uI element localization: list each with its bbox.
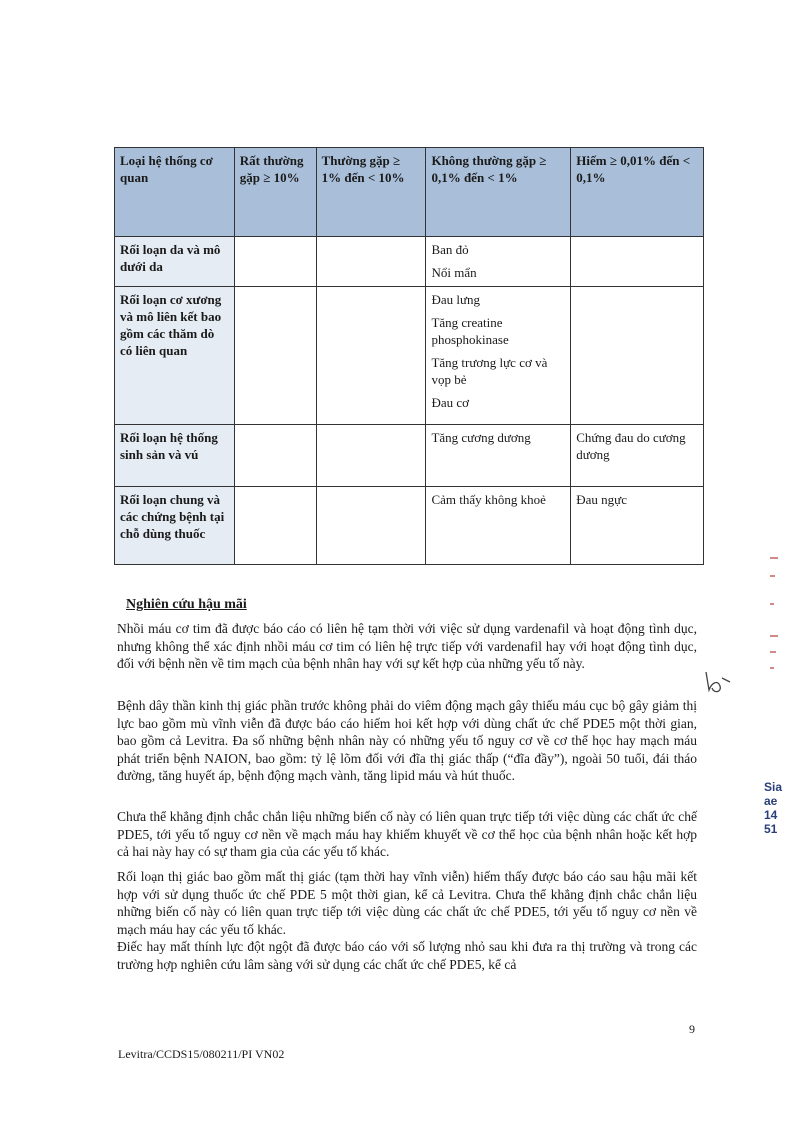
very-common-cell [234,237,316,287]
reaction-item: Đau cơ [431,395,470,410]
reaction-item: Cảm thấy không khoẻ [431,492,546,507]
organ-class-cell: Rối loạn hệ thống sinh sản và vú [115,425,235,487]
section-title: Nghiên cứu hậu mãi [126,597,247,612]
common-cell [316,425,426,487]
rare-cell [571,237,704,287]
rare-cell [571,287,704,425]
handwritten-mark-icon [700,668,734,698]
common-cell [316,487,426,565]
document-code: Levitra/CCDS15/080211/PI VN02 [118,1047,285,1061]
table-row [115,425,704,487]
organ-class-cell: Rối loạn chung và các chứng bệnh tại chỗ dùng thuốc [115,487,235,565]
header-uncommon: Không thường gặp ≥ 0,1% đến < 1% [426,148,571,237]
paragraph: Điếc hay mất thính lực đột ngột đã được báo cáo với số lượng nhỏ sau khi đưa ra thị trường và trong các trường hợp nghiên cứu lâm sàng với sử dụng các chất ức chế PDE5, kể cả [117,939,697,972]
table-header-row [115,148,704,237]
organ-class-cell: Rối loạn cơ xương và mô liên kết bao gồm các thăm dò có liên quan [115,287,235,425]
uncommon-cell [426,237,571,287]
organ-class-cell: Rối loạn da và mô dưới da [115,237,235,287]
uncommon-cell [426,425,571,487]
reaction-item: Tăng cương dương [431,430,531,445]
very-common-cell [234,487,316,565]
rare-cell: Chứng đau do cương dương [571,425,704,487]
paragraph: Chưa thể khẳng định chắc chắn liệu những biến cố này có liên quan trực tiếp tới việc dùng các chất ức chế PDE5, tới yếu tố nguy cơ nền về mạch máu hay khiếm khuyết về cơ thể học của bệnh nhân hoặc kết hợp cả hai này hay có sự tham gia của các yếu tố khác. [117,809,697,859]
uncommon-cell [426,487,571,565]
reaction-item: Nổi mẩn [431,265,477,280]
margin-stamp: Sia ae 14 51 [764,780,783,836]
table-row [115,237,704,287]
common-cell [316,237,426,287]
header-rare: Hiếm ≥ 0,01% đến < 0,1% [571,148,704,237]
header-common: Thường gặp ≥ 1% đến < 10% [316,148,426,237]
table-row [115,487,704,565]
reaction-item: Tăng creatine phosphokinase [431,315,509,347]
paragraph: Nhồi máu cơ tim đã được báo cáo có liên hệ tạm thời với việc sử dụng vardenafil và hoạt động tình dục, nhưng không thể xác định nhồi máu cơ tim có liên hệ trực tiếp với vardenafil hay với hoạt động tình dục, đối với bệnh nền về tim mạch của bệnh nhân hay với sự kết hợp của những yếu tố này. [117,621,697,671]
very-common-cell [234,425,316,487]
paragraph: Bệnh dây thần kinh thị giác phần trước không phải do viêm động mạch gây thiếu máu cục bộ gây giảm thị lực bao gồm mù vĩnh viễn đã được báo cáo hiếm hoi kết hợp với dùng chất ức chế PDE5 một thời gian, bao gồm cả Levitra. Đa số những bệnh nhân này có những yếu tố nguy cơ về cơ thể học hay mạch máu phát triển bệnh NAION, bao gồm: tỷ lệ lõm đối với đĩa thị giác thấp (“đĩa đầy”), ngoài 50 tuổi, đái tháo đường, tăng huyết áp, bệnh động mạch vành, tăng lipid máu và hút thuốc. [117,698,697,783]
header-very-common: Rất thường gặp ≥ 10% [234,148,316,237]
rare-cell: Đau ngực [571,487,704,565]
margin-marks [768,555,782,695]
paragraph: Rối loạn thị giác bao gồm mất thị giác (tạm thời hay vĩnh viễn) hiếm thấy được báo cáo sau hậu mãi kết hợp với sử dụng thuốc ức chế PDE 5 một thời gian, kể cả Levitra. Chưa thể khẳng định chắc chắn liệu những biến cố này có liên quan trực tiếp tới việc dùng các chất ức chế PDE5, tới yếu tố nguy cơ nền về mạch máu hay các yếu tố khác. [117,869,697,937]
uncommon-cell [426,287,571,425]
table-row [115,287,704,425]
page-number: 9 [689,1022,695,1036]
very-common-cell [234,287,316,425]
reaction-item: Đau lưng [431,292,481,307]
common-cell [316,287,426,425]
adverse-reactions-table [114,147,704,565]
reaction-item: Tăng trương lực cơ và vọp bẻ [431,355,548,387]
header-organ-class: Loại hệ thống cơ quan [115,148,235,237]
reaction-item: Ban đỏ [431,242,469,257]
